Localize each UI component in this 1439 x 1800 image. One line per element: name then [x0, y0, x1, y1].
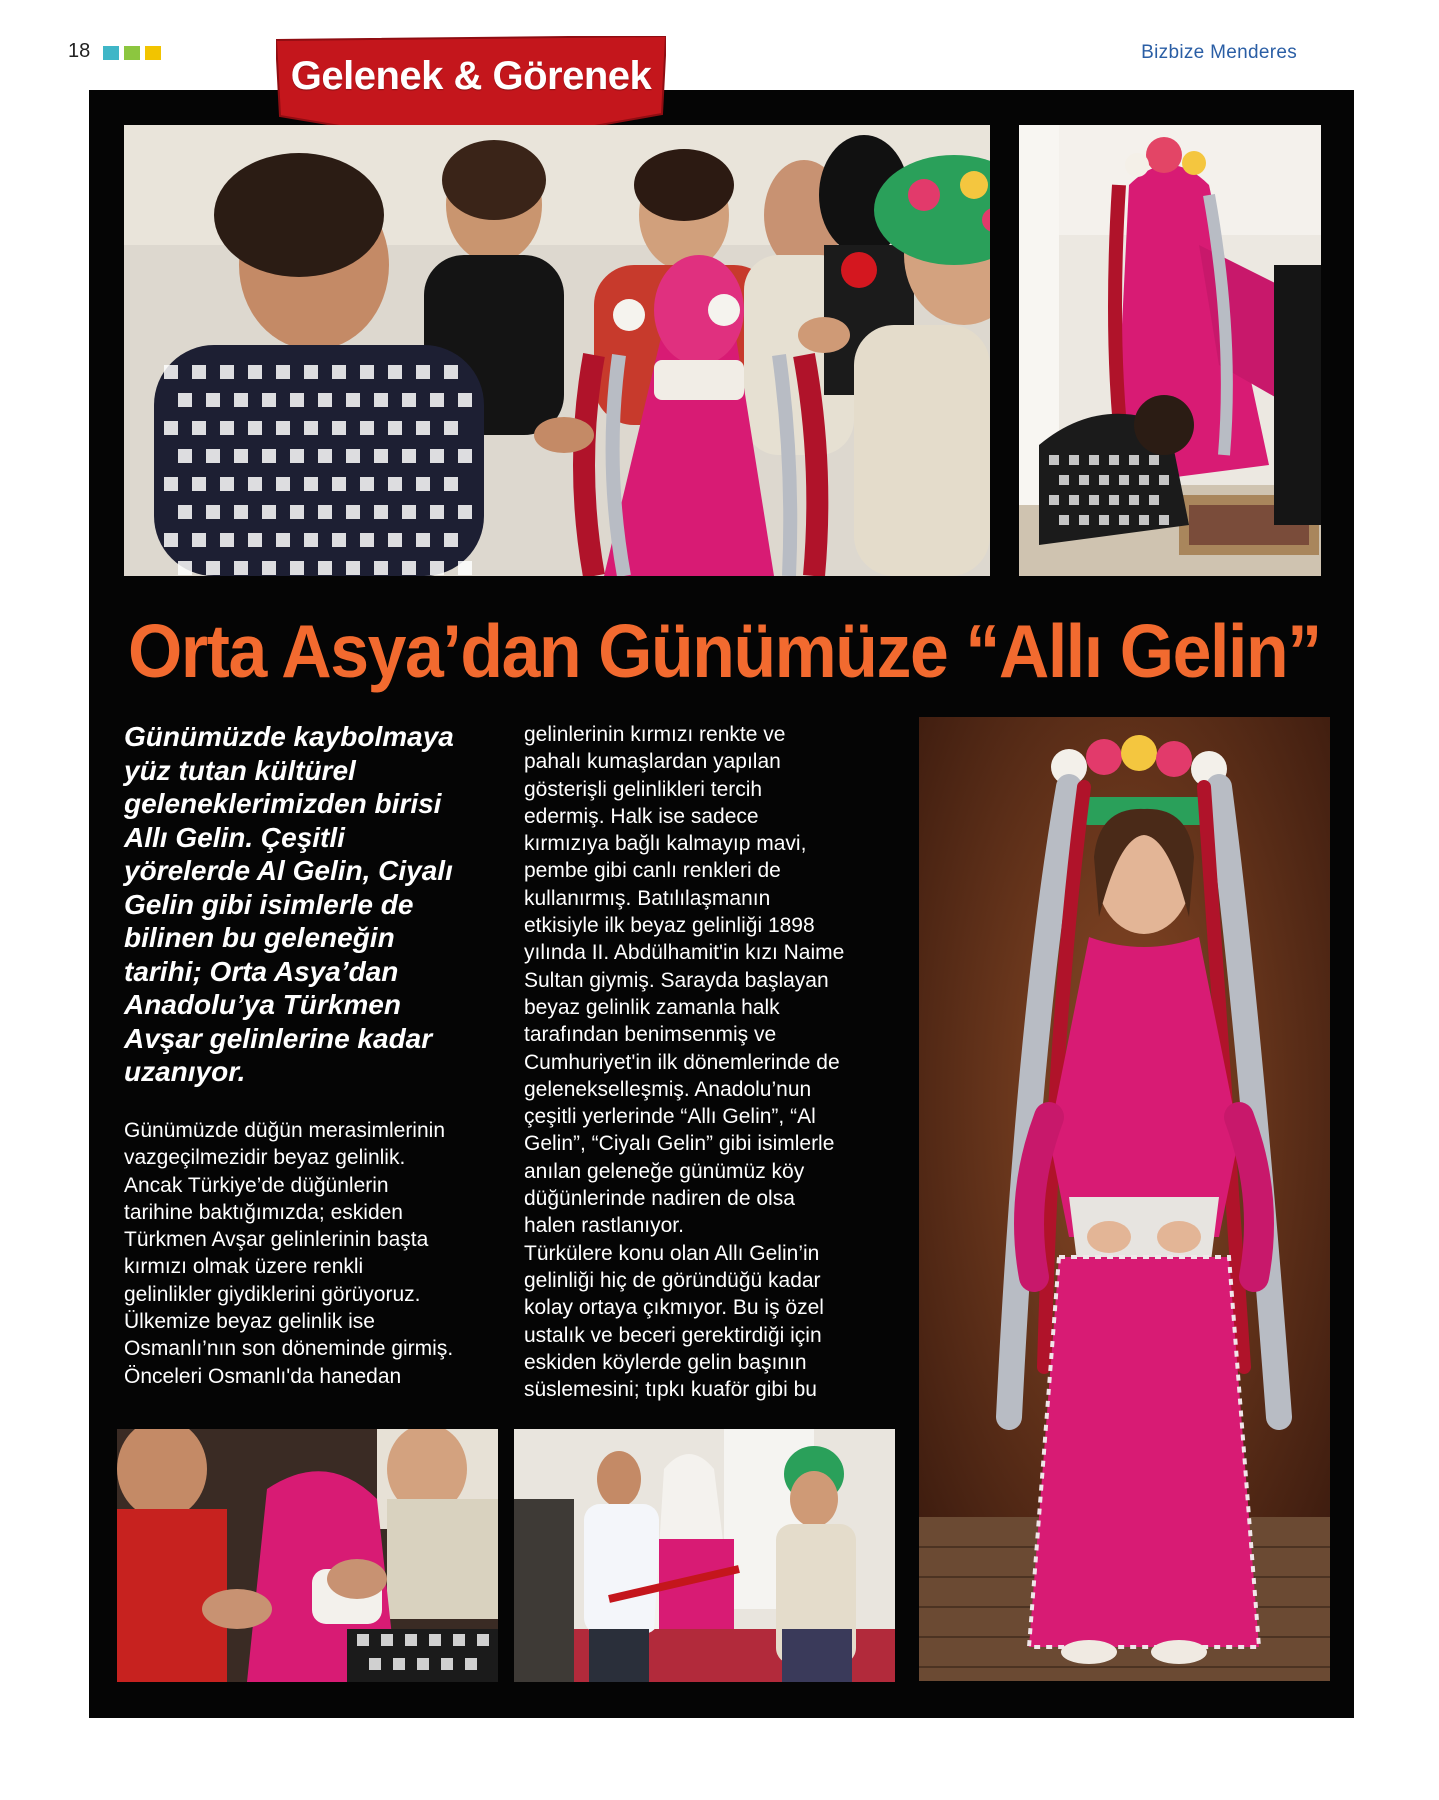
body-line: eskiden köylerde gelin başının [524, 1350, 807, 1374]
article-body-column-right [524, 721, 904, 1403]
body-line: Günümüzde düğün merasimlerinin [124, 1119, 445, 1142]
lead-line: Allı Gelin. Çeşitli [124, 821, 345, 853]
lead-line: bilinen bu geleneğin [124, 922, 395, 953]
photo-ribbon-ceremony [514, 1429, 895, 1682]
body-line: etkisiyle ilk beyaz gelinliği 1898 [524, 914, 815, 938]
body-line: gösterişli gelinlikleri tercih [524, 777, 763, 801]
body-line: pembe gibi canlı renkleri de [524, 859, 781, 883]
lead-line: uzanıyor. [124, 1056, 246, 1087]
body-line: kırmızıya bağlı kalmayıp mavi, [524, 832, 807, 856]
body-line: Önceleri Osmanlı'da hanedan [124, 1364, 402, 1388]
body-line: Türkmen Avşar gelinlerinin başta [124, 1228, 429, 1252]
body-line: vazgeçilmezidir beyaz gelinlik. [124, 1146, 406, 1170]
lead-line: Gelin gibi isimlerle de [124, 888, 414, 920]
body-line: Cumhuriyet'in ilk dönemlerinde de [524, 1050, 840, 1074]
body-line: Sultan giymiş. Sarayda başlayan [524, 968, 829, 992]
article-body-column-left [124, 1117, 509, 1390]
body-line: süslemesini; tıpkı kuaför gibi bu [524, 1378, 817, 1402]
color-square-green [124, 46, 140, 60]
site-name: Bizbize Menderes [1141, 42, 1297, 63]
body-line: gelinlerinin kırmızı renkte ve [524, 723, 786, 746]
article-headline: Orta Asya’dan Günümüze “Allı Gelin” [128, 609, 1321, 693]
body-line: halen rastlanıyor. [524, 1214, 684, 1238]
body-line: tarafından benimsenmiş ve [524, 1023, 777, 1047]
body-line: gelinlikler giydiklerini görüyoruz. [124, 1282, 421, 1306]
body-line: pahalı kumaşlardan yapılan [524, 750, 781, 774]
body-line: yılında II. Abdülhamit'in kızı Naime [524, 941, 845, 965]
photo-bride-kneeling [1019, 125, 1321, 576]
body-line: çeşitli yerlerinde “Allı Gelin”, “Al [524, 1105, 816, 1129]
lead-line: tarihi; Orta Asya’dan [124, 955, 399, 987]
photo-bride-portrait [919, 717, 1330, 1681]
body-line: beyaz gelinlik zamanla halk [524, 995, 780, 1019]
body-line: gelinliği hiç de göründüğü kadar [524, 1268, 821, 1292]
body-line: Gelin”, “Ciyalı Gelin” gibi isimlerle [524, 1132, 835, 1156]
lead-line: Anadolu’ya Türkmen [124, 989, 401, 1020]
article-lead [124, 720, 499, 1089]
body-line: kırmızı olmak üzere renkli [124, 1255, 364, 1279]
color-square-yellow [145, 46, 161, 60]
page-number: 18 [68, 40, 91, 62]
body-line: Türkülere konu olan Allı Gelin’in [524, 1241, 820, 1265]
body-line: ustalık ve beceri gerektirdiği için [524, 1323, 822, 1347]
section-title: Gelenek & Görenek [290, 54, 652, 98]
body-line: düğünlerinde nadiren de olsa [524, 1187, 795, 1211]
body-line: Osmanlı’nın son döneminde girmiş. [124, 1337, 454, 1361]
body-line: tarihine baktığımızda; eskiden [124, 1200, 403, 1224]
color-square-teal [103, 46, 119, 60]
body-line: kullanırmış. Batılılaşmanın [524, 886, 771, 910]
body-line: gelenekselleşmiş. Anadolu’nun [524, 1077, 812, 1101]
lead-line: Avşar gelinlerine kadar [124, 1022, 433, 1054]
body-line: kolay ortaya çıkmıyor. Bu iş özel [524, 1296, 824, 1320]
photo-women-dressing-bride [124, 125, 990, 576]
lead-line: geleneklerimizden birisi [124, 788, 442, 819]
body-line: edermiş. Halk ise sadece [524, 804, 759, 828]
lead-line: yörelerde Al Gelin, Ciyalı [124, 855, 453, 886]
photo-veil-detail [117, 1429, 498, 1682]
body-line: anılan geleneğe günümüz köy [524, 1159, 805, 1183]
body-line: Ancak Türkiye’de düğünlerin [124, 1173, 389, 1197]
body-line: Ülkemize beyaz gelinlik ise [124, 1310, 375, 1334]
lead-line: yüz tutan kültürel [124, 754, 356, 786]
lead-line: Günümüzde kaybolmaya [124, 721, 454, 752]
